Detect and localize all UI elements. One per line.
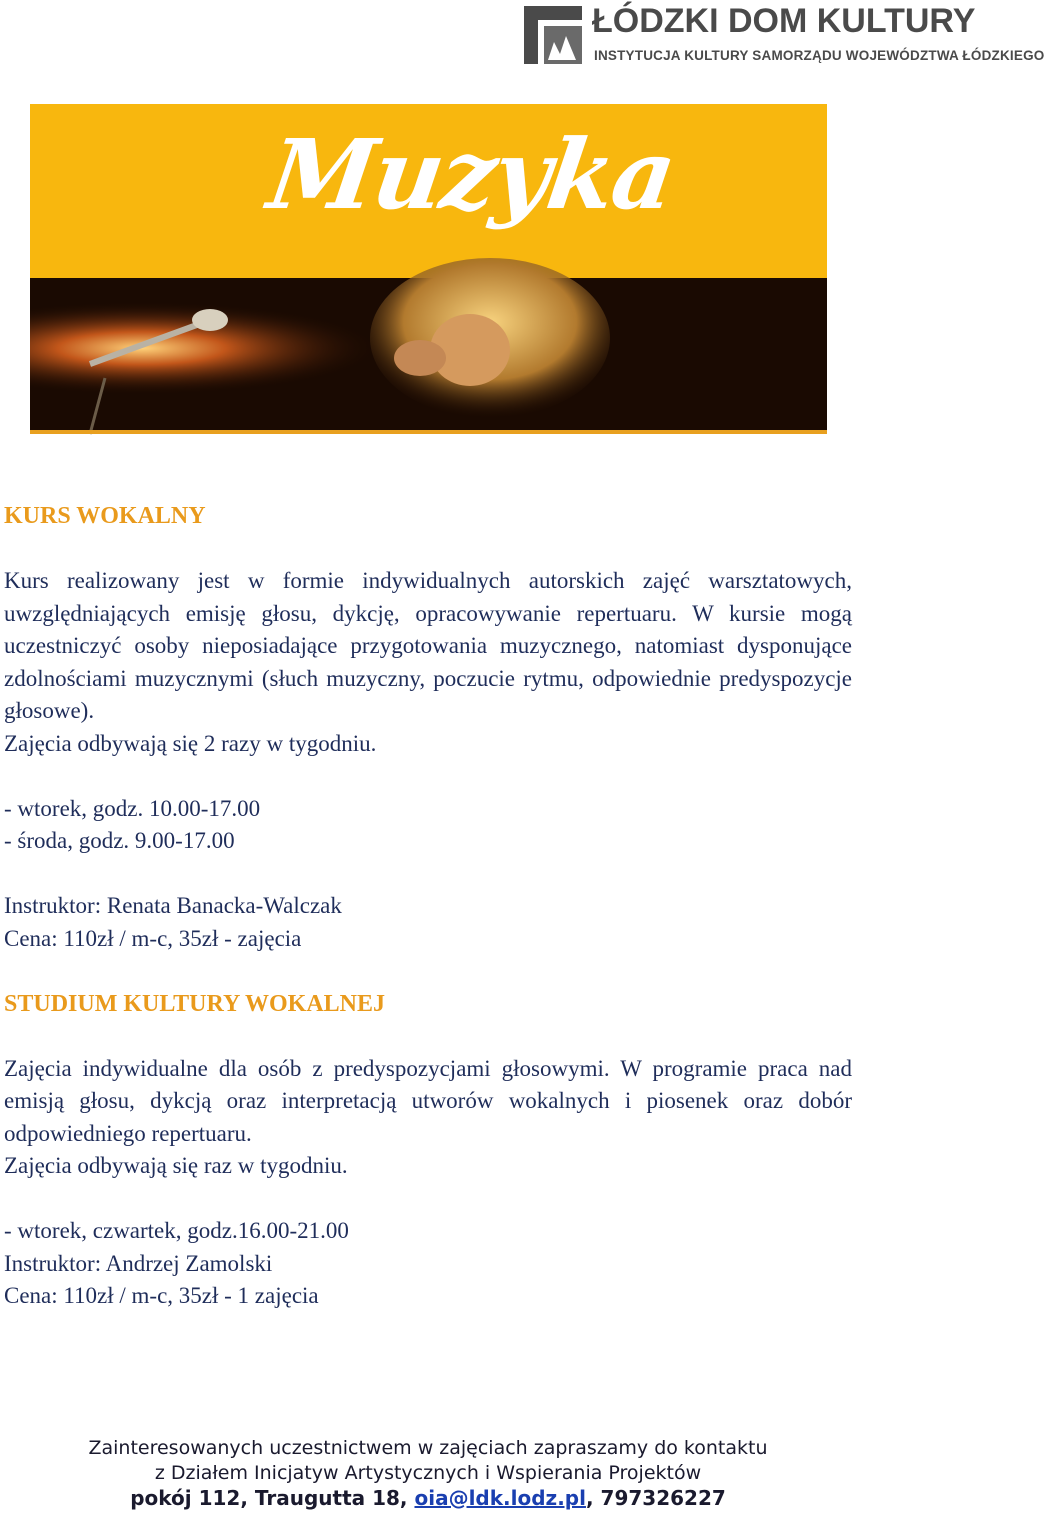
course2-schedule: - wtorek, czwartek, godz.16.00-21.00 xyxy=(4,1218,349,1243)
course2-title: STUDIUM KULTURY WOKALNEJ xyxy=(4,990,385,1017)
org-logo xyxy=(524,2,1044,66)
course1-title: KURS WOKALNY xyxy=(4,503,206,529)
course2-price: Cena: 110zł / m-c, 35zł - 1 zajęcia xyxy=(4,1283,319,1308)
music-banner xyxy=(30,104,827,434)
course1-frequency: Zajęcia odbywają się 2 razy w tygodniu. xyxy=(4,730,377,756)
course1-description: Kurs realizowany jest w formie indywidualnych autorskich zajęć warsztatowych, uwzględniających emisję głosu, dykcję, opracowywanie repertuaru. W kursie mogą uczestniczyć osoby nieposiadające przygotowania muzycznego, natomiast dysponujące zdolnościami muzycznymi (słuch muzyczny, poczucie rytmu, odpowiednie predyspozycje głosowe). xyxy=(4,568,852,723)
footer-line-2: z Działem Inicjatyw Artystycznych i Wspierania Projektów xyxy=(154,1462,702,1484)
org-name: ŁÓDZKI DOM KULTURY xyxy=(592,2,976,40)
org-subtitle: INSTYTUCJA KULTURY SAMORZĄDU WOJEWÓDZTWA ŁÓDZKIEGO xyxy=(594,48,1044,63)
banner-photo xyxy=(30,278,827,434)
banner-title: Muzyka xyxy=(262,118,682,231)
footer-address: pokój 112, Traugutta 18, xyxy=(130,1486,415,1510)
course2-frequency: Zajęcia odbywają się raz w tygodniu. xyxy=(4,1153,348,1178)
footer-contact xyxy=(0,1486,856,1511)
course1-instructor: Instruktor: Renata Banacka-Walczak xyxy=(4,893,342,918)
contact-footer xyxy=(0,1436,856,1511)
course2-instructor: Instruktor: Andrzej Zamolski xyxy=(4,1250,273,1276)
course1-schedule-item: - środa, godz. 9.00-17.00 xyxy=(4,828,235,853)
course1-schedule-item: - wtorek, godz. 10.00-17.00 xyxy=(4,795,261,821)
ldk-logo-icon xyxy=(524,6,582,64)
singer-photo-illustration xyxy=(30,278,827,434)
course2-description: Zajęcia indywidualne dla osób z predyspozycjami głosowymi. W programie praca nad emisją głosu, dykcją oraz interpretacją utworów wokalnych i piosenek oraz dobór odpowiedniego repertuaru. xyxy=(4,1055,852,1146)
course1-price: Cena: 110zł / m-c, 35zł - zajęcia xyxy=(4,925,302,951)
footer-line-1: Zainteresowanych uczestnictwem w zajęciach zapraszamy do kontaktu xyxy=(88,1437,768,1459)
footer-phone: , 797326227 xyxy=(585,1486,726,1510)
course-content xyxy=(4,500,852,1313)
email-link[interactable]: oia@ldk.lodz.pl xyxy=(414,1486,586,1510)
